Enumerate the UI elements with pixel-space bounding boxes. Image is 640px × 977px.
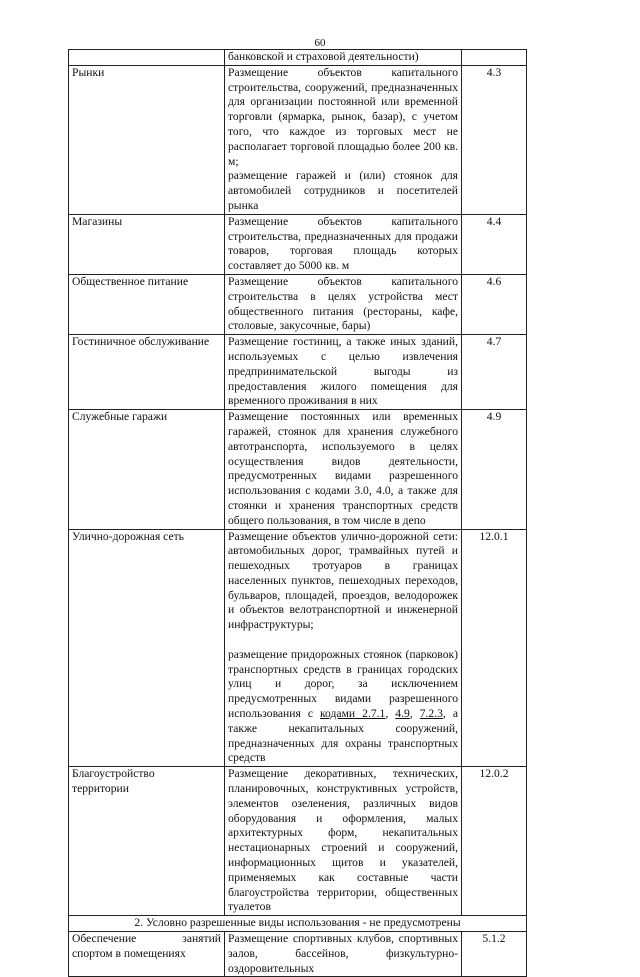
land-use-table [68, 49, 527, 977]
table-row-shops [69, 214, 527, 274]
use-name: Общественное питание [69, 274, 225, 334]
use-name: Рынки [69, 65, 225, 214]
use-name: Магазины [69, 214, 225, 274]
use-name: Служебные гаражи [69, 410, 225, 529]
use-code: 12.0.1 [462, 529, 527, 767]
use-name: Улично-дорожная сеть [69, 529, 225, 767]
use-code: 4.7 [462, 335, 527, 410]
table-row-landscaping [69, 767, 527, 916]
use-code: 5.1.2 [462, 932, 527, 977]
section-heading-row [69, 916, 527, 932]
section-heading: 2. Условно разрешенные виды использования - не предусмотрены [69, 916, 527, 932]
use-code: 4.4 [462, 214, 527, 274]
table-row-markets [69, 65, 527, 214]
use-description: Размещение постоянных или временных гаражей, стоянок для хранения служебного автотранспорта, используемого в целях осуществления видов деятельности, предусмотренных видами разрешенного использования с кодами 3.0, 4.0, а также для стоянки и хранения транспортных средств общего пользования, в том числе в депо [225, 410, 462, 529]
use-description: Размещение спортивных клубов, спортивных залов, бассейнов, физкультурно-оздоровительных [225, 932, 462, 977]
table-row-hotels [69, 335, 527, 410]
table-row-street-network [69, 529, 527, 767]
page-number: 60 [314, 37, 326, 49]
use-description: Размещение объектов капитального строительства, сооружений, предназначенных для организации постоянной или временной торговли (ярмарка, рынок, базар), с учетом того, что каждое из торговых мест не располагает торговой площадью более 200 кв. м; размещение гаражей и (или) стоянок для автомобилей сотрудников и посетителей рынка [225, 65, 462, 214]
continuation-text: банковской и страховой деятельности) [225, 50, 462, 66]
use-code: 4.6 [462, 274, 527, 334]
use-code: 4.3 [462, 65, 527, 214]
use-name: Обеспечение занятий спортом в помещениях [69, 932, 225, 977]
use-code: 4.9 [462, 410, 527, 529]
use-description: Размещение гостиниц, а также иных зданий, используемых с целью извлечения предпринимательской выгоды из предоставления жилого помещения для временного проживания в них [225, 335, 462, 410]
table-row-indoor-sports [69, 932, 527, 977]
use-description: Размещение объектов улично-дорожной сети: автомобильных дорог, трамвайных путей и пешеходных тротуаров в границах населенных пунктов, пешеходных переходов, бульваров, площадей, проездов, велодорожек и объектов велотранспортной и инженерной инфраструктуры; размещение придорожных стоянок (парковок) транспортных средств в границах городских улиц и дорог, за исключением предусмотренных видами разрешенного использования с кодами 2.7.1, 4.9, 7.2.3, а также некапитальных сооружений, предназначенных для охраны транспортных средств [225, 529, 462, 767]
use-code: 12.0.2 [462, 767, 527, 916]
table-row-continuation [69, 50, 527, 66]
code-link-4-9[interactable]: 4.9 [395, 707, 410, 721]
use-description: Размещение декоративных, технических, планировочных, конструктивных устройств, элементов озеленения, различных видов оборудования и оформления, малых архитектурных форм, некапитальных нестационарных строений и сооружений, информационных щитов и указателей, применяемых как составные части благоустройства территории, общественных туалетов [225, 767, 462, 916]
table-row-catering [69, 274, 527, 334]
use-name: Благоустройство территории [69, 767, 225, 916]
use-name: Гостиничное обслуживание [69, 335, 225, 410]
code-link-2-7-1[interactable]: кодами 2.7.1 [320, 707, 386, 721]
code-link-7-2-3[interactable]: 7.2.3 [419, 707, 443, 721]
table-row-service-garages [69, 410, 527, 529]
use-description: Размещение объектов капитального строительства, предназначенных для продажи товаров, торговая площадь которых составляет до 5000 кв. м [225, 214, 462, 274]
use-description: Размещение объектов капитального строительства в целях устройства мест общественного питания (рестораны, кафе, столовые, закусочные, бары) [225, 274, 462, 334]
